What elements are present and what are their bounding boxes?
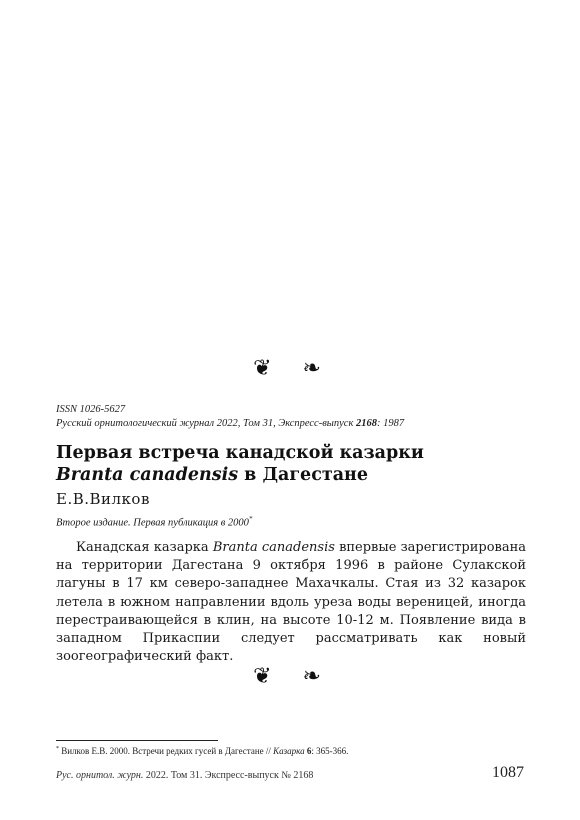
ornament-divider-bottom [0,664,580,689]
abstract-start: Канадская казарка [76,540,213,555]
fleuron-right-icon: ❧ [302,664,327,689]
fleuron-left-icon: ❦ [253,664,278,689]
footnote-volume: 6 [304,746,312,756]
journal-issue: 2168 [356,418,377,429]
footnote-pages: : 365-366. [311,746,349,756]
journal-citation [56,418,404,429]
abstract-paragraph [56,539,526,666]
journal-prefix: Русский орнитологический журнал 2022, Том 31, Экспресс-выпуск [56,418,356,429]
page-number: 1087 [492,764,524,781]
author: Е.В.Вилков [56,490,150,508]
edition-text: Второе издание. Первая публикация в 2000 [56,517,249,529]
issn: ISSN 1026-5627 [56,404,126,415]
edition-note [56,515,252,529]
edition-footnote-marker: * [248,515,253,523]
journal-pages: : 1987 [377,418,405,429]
footnote [56,746,348,756]
running-footer [56,770,313,781]
footnote-text: Вилков Е.В. 2000. Встречи редких гусей в Дагестане // [59,746,274,756]
abstract-species: Branta canadensis [212,540,335,555]
fleuron-left-icon: ❦ [253,356,278,381]
ornament-divider-top [0,356,580,381]
title-species: Branta canadensis [56,465,239,485]
footnote-marker: * [56,746,59,752]
fleuron-right-icon: ❧ [302,356,327,381]
article-title-line1: Первая встреча канадской казарки [56,443,424,463]
title-rest: в Дагестане [238,465,368,485]
running-footer-journal: Рус. орнитол. журн. [56,770,144,781]
footnote-rule [56,740,218,741]
running-footer-rest: 2022. Том 31. Экспресс-выпуск № 2168 [143,770,314,781]
footnote-journal: Казарка [273,746,305,756]
abstract-rest: впервые зарегистрирована на территории Дагестана 9 октября 1996 в районе Сулакской лагуны в 17 км северо-западнее Махачкалы. Стая из 32 казарок летела в южном направлении вдоль уреза воды вереницей, иногда перестраивающейся в клин, на высоте 10-12 м. Появление вида в западном Прикаспии следует рассматривать как новый зоогеографический факт. [56,540,527,665]
article-title-line2 [56,465,368,485]
